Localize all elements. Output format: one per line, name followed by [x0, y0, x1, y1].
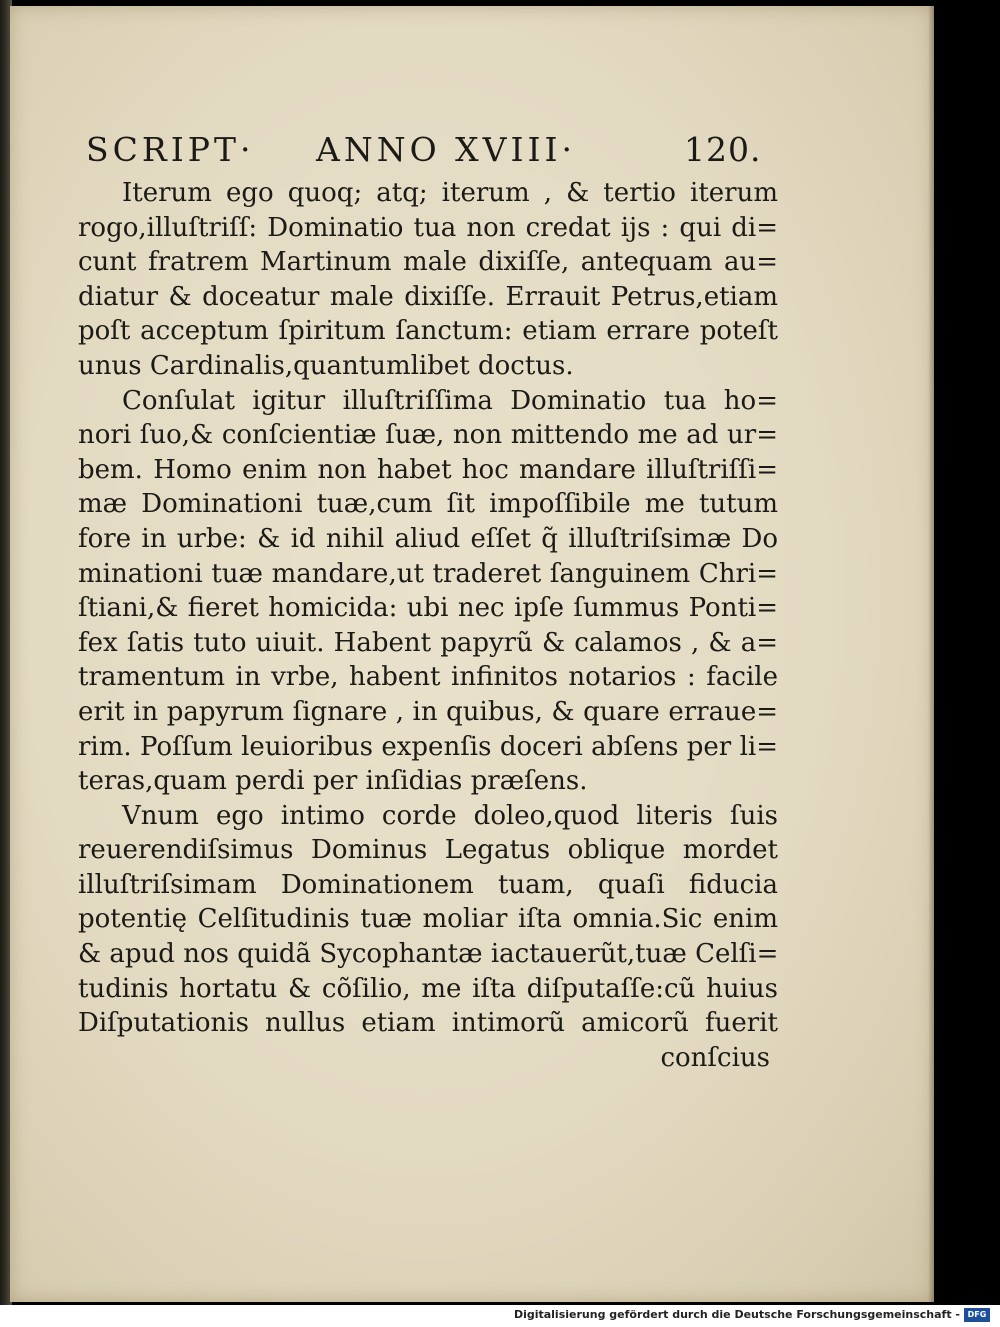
text-line: mæ Dominationi tuæ,cum ſit impoſſibile me tutum — [78, 489, 778, 520]
text-line: rogo,illuſtriſſ: Dominatio tua non credat ijs : qui di= — [78, 212, 778, 243]
text-line: unus Cardinalis,quantumlibet doctus. — [78, 350, 574, 381]
book-page — [10, 6, 934, 1302]
text-line: fex ſatis tuto uiuit. Habent papyrũ & calamos , & a= — [78, 627, 778, 658]
catchword: conſcius — [660, 1042, 770, 1073]
running-head — [78, 124, 778, 176]
dfg-logo: DFG — [964, 1308, 990, 1322]
text-line: fore in urbe: & id nihil aliud eſſet q̃ illuſtriſsimæ Do — [78, 523, 778, 554]
text-block — [78, 124, 778, 1075]
text-line: cunt fratrem Martinum male dixiſſe, antequam au= — [78, 247, 778, 278]
text-line: Conſulat igitur illuſtriſſima Dominatio tua ho= — [122, 385, 778, 416]
text-line: teras,quam perdi per inſidias præſens. — [78, 766, 588, 797]
text-line: nori ſuo,& conſcientiæ ſuæ, non mittendo me ad ur= — [78, 420, 778, 451]
text-line: Vnum ego intimo corde doleo,quod literis ſuis — [122, 800, 778, 831]
text-line: ſtiani,& fieret homicida: ubi nec ipſe ſummus Ponti= — [78, 593, 778, 624]
text-line: minationi tuæ mandare,ut traderet ſanguinem Chri= — [78, 558, 778, 589]
text-line: tudinis hortatu & cõſilio, me iſta diſputaſſe:cũ huius — [78, 973, 778, 1004]
text-line: tramentum in vrbe, habent infinitos notarios : facile — [78, 662, 778, 693]
page-edge-shadow — [928, 6, 934, 1302]
text-line: bem. Homo enim non habet hoc mandare illuſtriſſi= — [78, 454, 778, 485]
text-line: potentię Celſitudinis tuæ moliar iſta omnia.Sic enim — [78, 904, 778, 935]
text-line: Iterum ego quoq; atq; iterum , & tertio iterum — [122, 178, 778, 208]
funding-credit: Digitalisierung gefördert durch die Deutsche Forschungsgemeinschaft - — [513, 1308, 960, 1321]
text-line: erit in papyrum ſignare , in quibus, & quare errauе= — [78, 696, 778, 727]
text-line: Diſputationis nullus etiam intimorũ amicorũ fuerit — [78, 1008, 778, 1039]
text-line: & apud nos quidã Sycophantæ iactauerũt,tuæ Celſi= — [78, 939, 779, 970]
text-line: rim. Poſſum leuioribus expenſis doceri abſens per li= — [78, 731, 778, 762]
folio-number: 120. — [684, 130, 762, 169]
body-text — [78, 176, 778, 1075]
digitization-footer — [0, 1305, 1000, 1327]
text-line: poſt acceptum ſpiritum ſanctum: etiam errare poteſt — [78, 316, 778, 347]
running-head-left: SCRIPT· — [86, 130, 255, 169]
text-line: reuerendiſsimus Dominus Legatus oblique mordet — [78, 835, 778, 866]
running-head-middle: ANNO XVIII· — [316, 130, 577, 169]
text-line: diatur & doceatur male dixiſſe. Errauit Petrus,etiam — [78, 281, 778, 312]
text-line: illuſtriſsimam Dominationem tuam, quaſi fiducia — [78, 869, 778, 900]
